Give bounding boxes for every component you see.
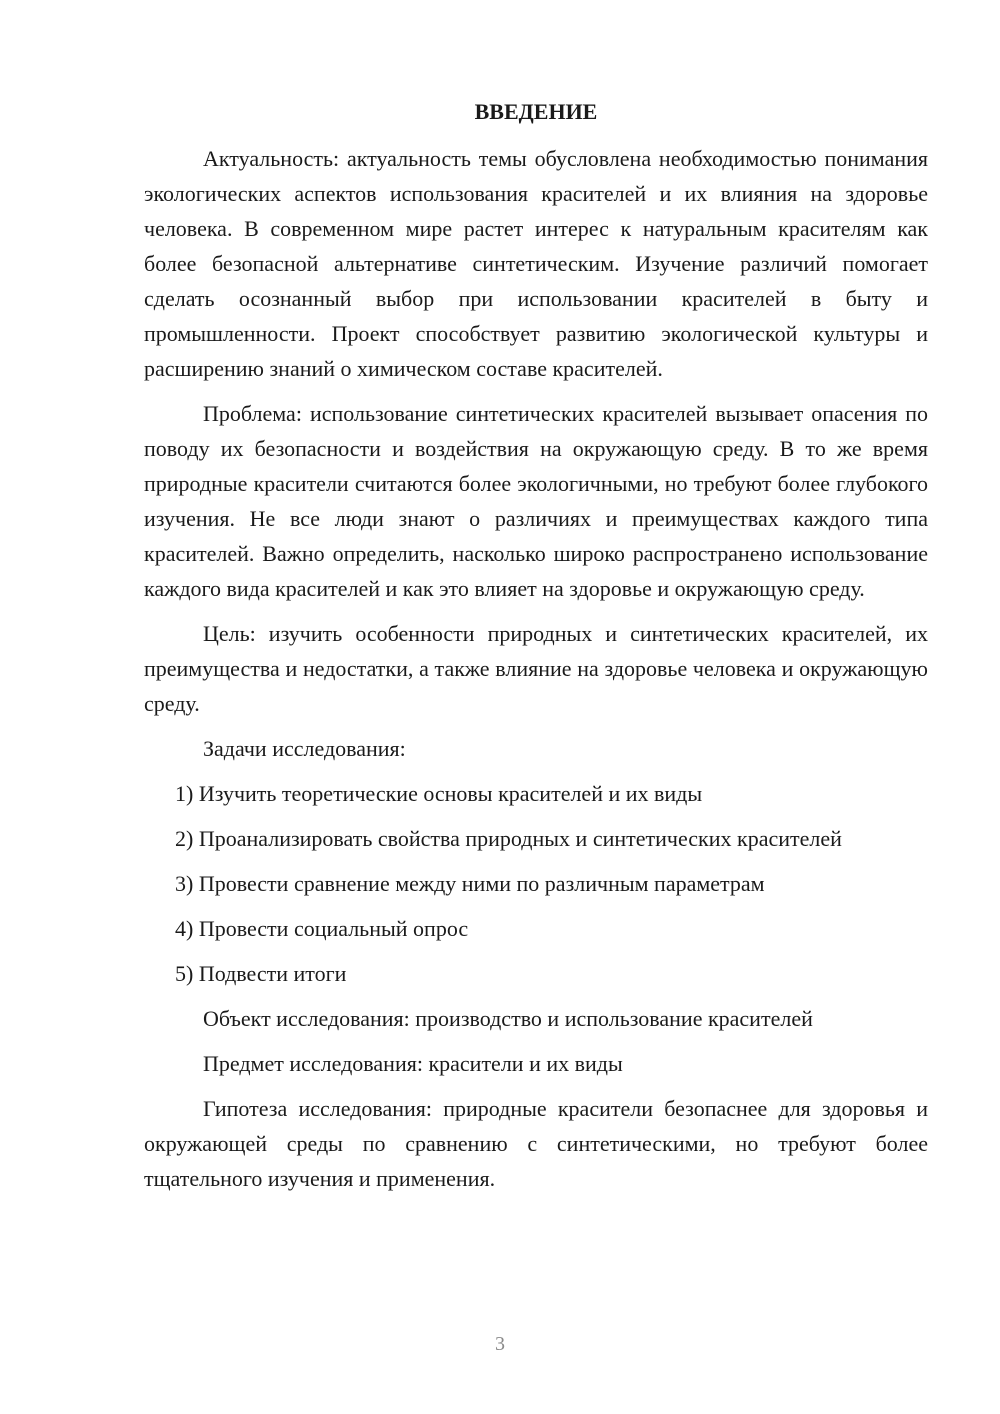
tasks-heading: Задачи исследования: bbox=[203, 736, 406, 761]
task-item-1: 1) Изучить теоретические основы красителей и их виды bbox=[175, 781, 703, 806]
task-item-2: 2) Проанализировать свойства природных и синтетических красителей bbox=[175, 826, 842, 851]
page-number: 3 bbox=[495, 1333, 505, 1355]
paragraph-subject: Предмет исследования: красители и их виды bbox=[203, 1051, 623, 1076]
paragraph-problem: Проблема: использование синтетических красителей вызывает опасения по поводу их безопасности и воздействия на окружающую среду. В то же время природные красители считаются более экологичными, но требуют более глубокого изучения. Не все люди знают о различиях и преимуществах каждого типа красителей. Важно определить, насколько широко распространено использование каждого вида красителей и как это влияет на здоровье и окружающую среду. bbox=[144, 401, 928, 601]
document-page bbox=[144, 94, 928, 1206]
paragraph-relevance: Актуальность: актуальность темы обусловлена необходимостью понимания экологических аспектов использования красителей и их влияния на здоровье человека. В современном мире растет интерес к натуральным красителям как более безопасной альтернативе синтетическим. Изучение различий помогает сделать осознанный выбор при использовании красителей в быту и промышленности. Проект способствует развитию экологической культуры и расширению знаний о химическом составе красителей. bbox=[144, 146, 928, 381]
paragraph-hypothesis: Гипотеза исследования: природные красители безопаснее для здоровья и окружающей среды по сравнению с синтетическими, но требуют более тщательного изучения и применения. bbox=[144, 1096, 928, 1191]
page-title: ВВЕДЕНИЕ bbox=[474, 99, 598, 124]
paragraph-object: Объект исследования: производство и использование красителей bbox=[203, 1006, 813, 1031]
task-item-5: 5) Подвести итоги bbox=[175, 961, 347, 986]
task-item-4: 4) Провести социальный опрос bbox=[175, 916, 469, 941]
paragraph-goal: Цель: изучить особенности природных и синтетических красителей, их преимущества и недостатки, а также влияние на здоровье человека и окружающую среду. bbox=[144, 621, 928, 716]
task-item-3: 3) Провести сравнение между ними по различным параметрам bbox=[175, 871, 765, 896]
